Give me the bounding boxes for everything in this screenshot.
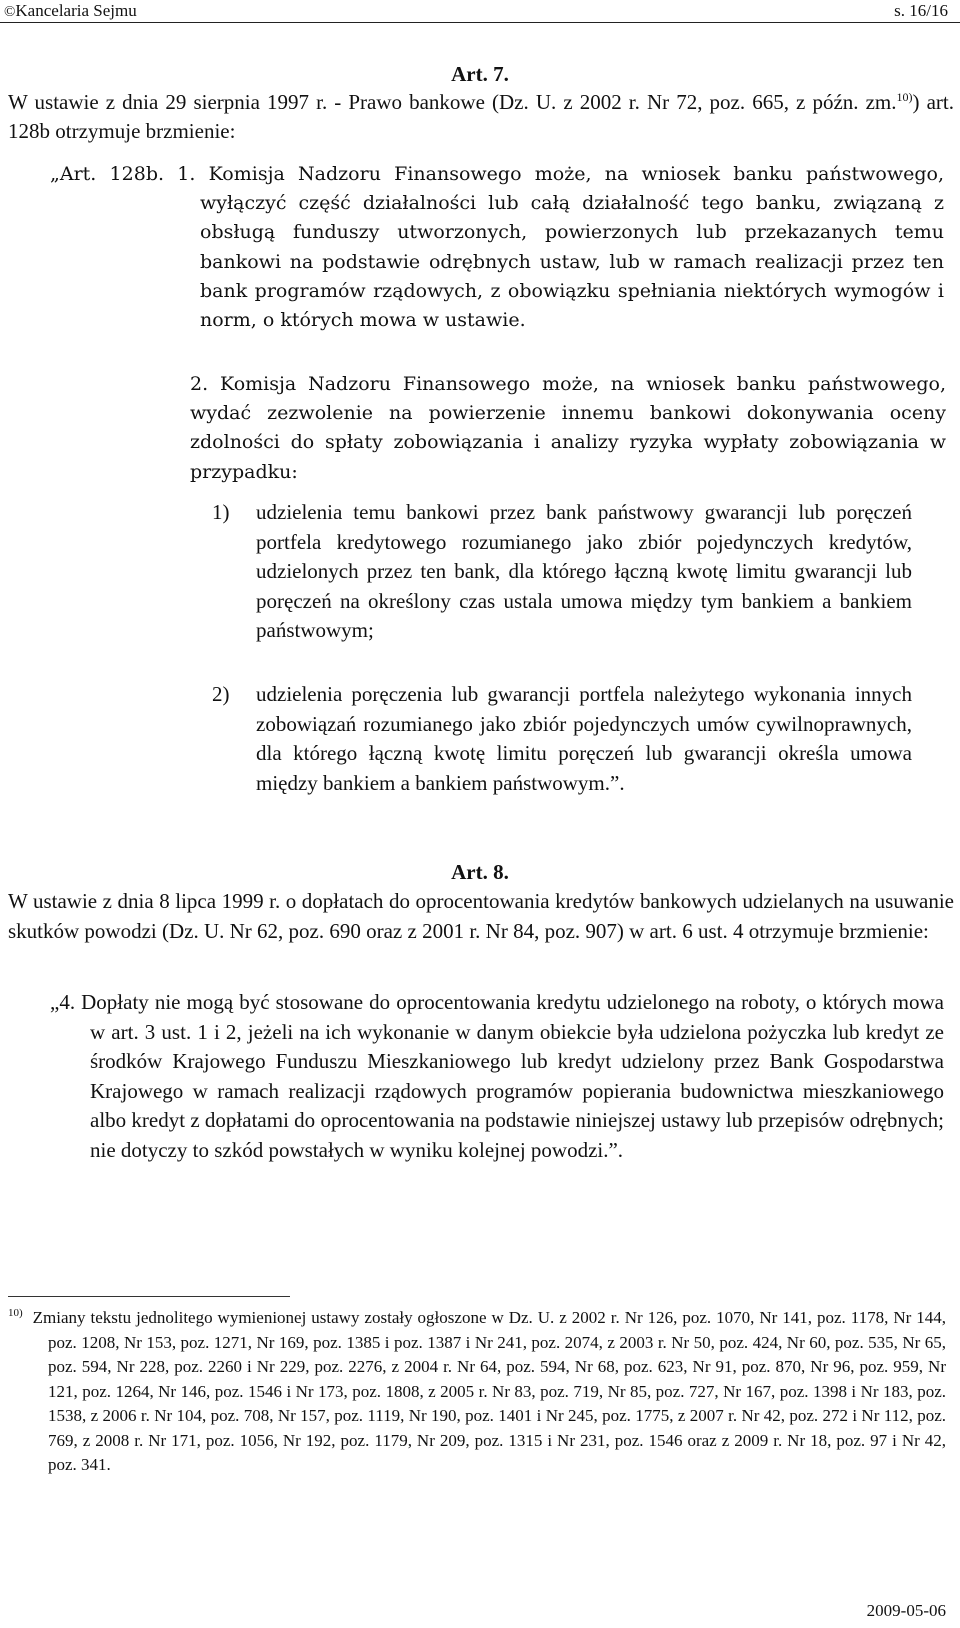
art7-intro: [8, 88, 954, 146]
page-number: s. 16/16: [894, 1, 948, 20]
art7-title: Art. 7.: [451, 62, 509, 86]
footer-date: 2009-05-06: [866, 1601, 946, 1620]
list-item-number: 1): [212, 500, 230, 524]
list-item-text: udzielenia temu bankowi przez bank państwowy gwarancji lub poręczeń portfela kredytowego rozumianego jako zbiór pojedynczych kredytów, udzielonych przez ten bank, dla którego łączną kwotę limitu gwarancji lub poręczeń na określony czas ustala umowa między tym bankiem a bankiem państwowym;: [256, 500, 912, 643]
footnote-divider: [8, 1296, 290, 1297]
art7-paragraph-2: [190, 370, 946, 487]
art8-title: Art. 8.: [451, 860, 509, 884]
art8-paragraph-4-text: „4. Dopłaty nie mogą być stosowane do oprocentowania kredytu udzielonego na roboty, o których mowa w art. 3 ust. 1 i 2, jeżeli na ich wykonanie w danym obiekcie była udzielona pożyczka lub kredyt ze środków Krajowego Funduszu Mieszkaniowego lub kredyt udzielony przez Bank Gospodarstwa Krajowego w ramach realizacji rządowych programów popierania budownictwa mieszkaniowego albo kredyt z dopłatami do oprocentowania na podstawie niniejszej ustawy lub przepisów odrębnych; nie dotyczy to szkód powstałych w wyniku kolejnej powodzi.”.: [50, 990, 944, 1162]
copyright-icon: ©: [4, 4, 16, 20]
footnote-text: Zmiany tekstu jednolitego wymienionej ustawy zostały ogłoszone w Dz. U. z 2002 r. Nr 126, poz. 1070, Nr 141, poz. 1178, Nr 144, poz. 1208, Nr 153, poz. 1271, Nr 169, poz. 1385 i poz. 1387 i Nr 241, poz. 2074, z 2003 r. Nr 50, poz. 424, Nr 60, poz. 535, Nr 65, poz. 594, Nr 228, poz. 2260 i Nr 229, poz. 2276, z 2004 r. Nr 64, poz. 594, Nr 68, poz. 623, Nr 91, poz. 870, Nr 96, poz. 959, Nr 121, poz. 1264, Nr 146, poz. 1546 i Nr 173, poz. 1808, z 2005 r. Nr 83, poz. 719, Nr 85, poz. 727, Nr 167, poz. 1398 i Nr 183, poz. 1538, z 2006 r. Nr 104, poz. 708, Nr 157, poz. 1119, Nr 190, poz. 1401 i Nr 245, poz. 1775, z 2007 r. Nr 42, poz. 272 i Nr 112, poz. 769, z 2008 r. Nr 171, poz. 1056, Nr 192, poz. 1179, Nr 209, poz. 1315 i Nr 231, poz. 1546 oraz z 2009 r. Nr 18, poz. 97 i Nr 42, poz. 341.: [32, 1308, 946, 1474]
list-item: [212, 680, 912, 798]
art7-paragraph-1: [50, 160, 944, 335]
art7-paragraph-1-text: „Art. 128b. 1. Komisja Nadzoru Finansowego może, na wniosek banku państwowego, wyłączyć część działalności lub całą działalność tego banku, związaną z obsługą funduszy utworzonych, powierzonych lub przekazanych temu bankowi na podstawie odrębnych ustaw, lub w ramach realizacji przez ten bank programów rządowych, z obowiązku spełniania niektórych wymogów i norm, o których mowa w ustawie.: [50, 163, 944, 332]
list-item: [212, 498, 912, 646]
list-item-number: 2): [212, 682, 230, 706]
header-source-label: Kancelaria Sejmu: [15, 1, 137, 20]
page-header: [0, 0, 960, 23]
footnote-mark: 10): [8, 1307, 23, 1320]
footnote-reference[interactable]: 10): [896, 90, 913, 104]
list-item-text: udzielenia poręczenia lub gwarancji portfela należytego wykonania innych zobowiązań rozumianego jako zbiór pojedynczych umów cywilnoprawnych, dla którego łączną kwotę limitu poręczeń lub gwarancji określa umowa między bankiem a bankiem państwowym.”.: [256, 682, 912, 795]
art7-paragraph-2-text: 2. Komisja Nadzoru Finansowego może, na wniosek banku państwowego, wydać zezwolenie na powierzenie innemu bankowi dokonywania oceny zdolności do spłaty zobowiązania i analizy ryzyka wypłaty zobowiązania w przypadku:: [190, 373, 946, 483]
art7-intro-tail: ) art. 128b otrzymuje brzmienie:: [8, 90, 954, 143]
art8-intro: W ustawie z dnia 8 lipca 1999 r. o dopłatach do oprocentowania kredytów bankowych udzielanych na usuwanie skutków powodzi (Dz. U. Nr 62, poz. 690 oraz z 2001 r. Nr 84, poz. 907) w art. 6 ust. 4 otrzymuje brzmienie:: [8, 889, 954, 943]
art8-paragraph-4: [50, 988, 944, 1166]
art7-intro-text: W ustawie z dnia 29 sierpnia 1997 r. - Prawo bankowe (Dz. U. z 2002 r. Nr 72, poz. 665, z późn. zm.: [8, 90, 897, 114]
header-source: [4, 1, 137, 21]
footnote: [8, 1306, 946, 1478]
